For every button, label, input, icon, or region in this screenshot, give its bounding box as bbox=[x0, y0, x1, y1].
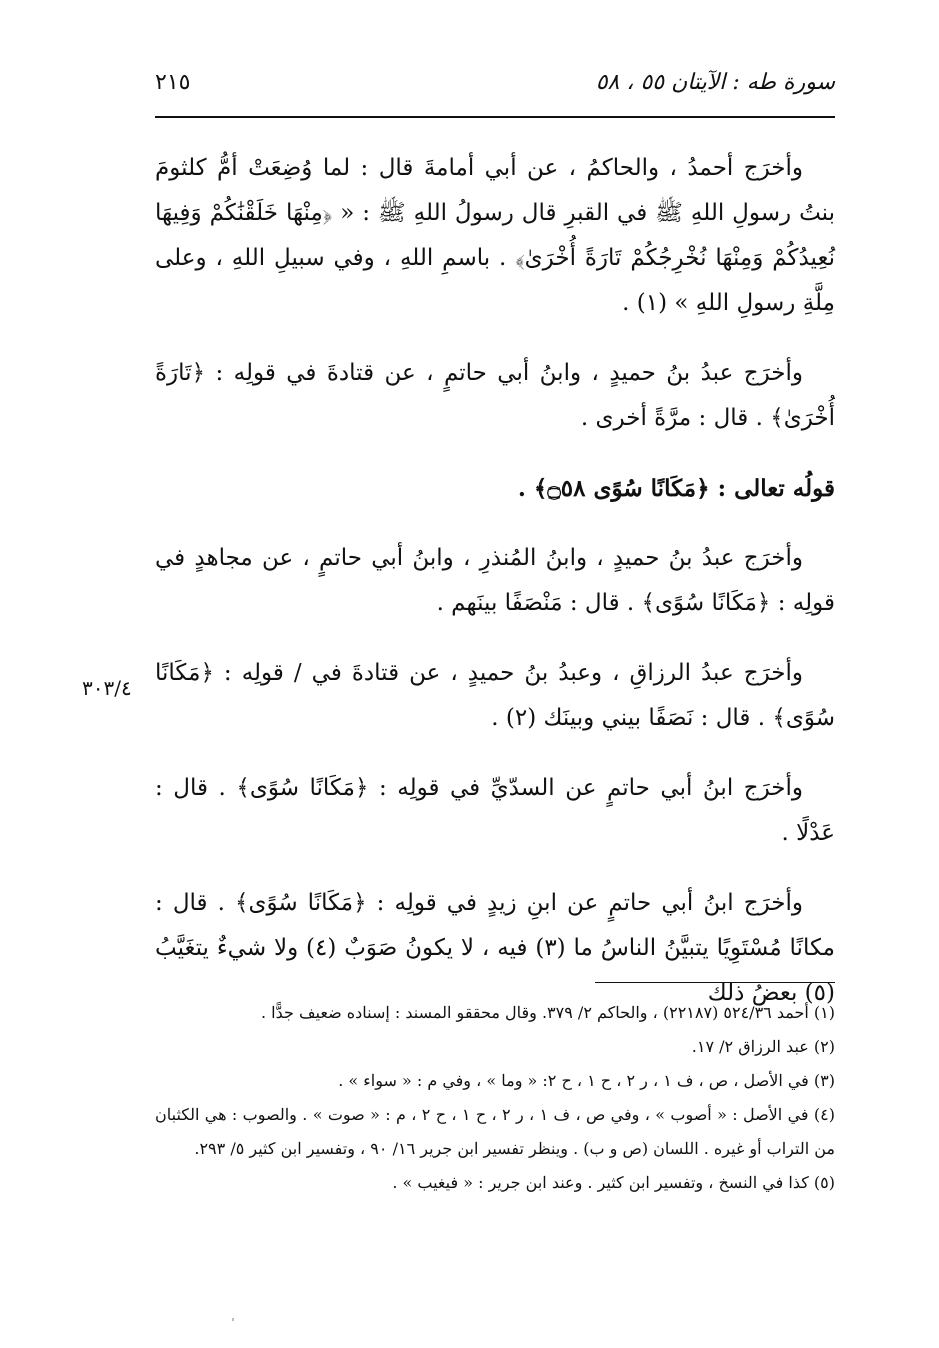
footnote-4: (٤) في الأصل : « أصوب » ، وفي ص ، ف ١ ، ر ٢ ، ح ١ ، ح ٢ ، م : « صوت » . والصوب : هي الكثبان من التراب أو غيره . اللسان (ص و ب) . وينظر تفسير ابن جرير ١٦/ ٩٠ ، وتفسير ابن كثير ٥/ ٢٩٣. bbox=[155, 1105, 836, 1158]
footnote-3: (٣) في الأصل ، ص ، ف ١ ، ر ٢ ، ح ١ ، ح ٢: « وما » ، وفي م : « سواء » . bbox=[338, 1071, 835, 1090]
paragraph-ibn-zayd: وأخرَج ابنُ أبي حاتمٍ عن ابنِ زيدٍ في قولِه : ﴿مَكَانًا سُوًى﴾ . قال : مكانًا مُسْتَوِيًا يتبيَّنُ الناسُ ما (٣) فيه ، لا يكونُ صَوَبٌ (٤) ولا شيءٌ يتغَيَّبُ (٥) بعضُ ذلك bbox=[155, 890, 835, 1006]
paragraph-abdurrazzaq: وأخرَج عبدُ الرزاقِ ، وعبدُ بنُ حميدٍ ، عن قتادةَ في / قولِه : ﴿مَكَانًا سُوًى﴾ . قال : نَصَفًا بيني وبينَك (٢) . bbox=[155, 660, 835, 731]
paragraph-abd-qatada: وأخرَج عبدُ بنُ حميدٍ ، وابنُ أبي حاتمٍ ، عن قتادةَ في قولِه : ﴿تَارَةً أُخْرَىٰ﴾ . قال : مرَّةً أخرى . bbox=[155, 360, 835, 431]
paragraph-suddi: وأخرَج ابنُ أبي حاتمٍ عن السدّيِّ في قولِه : ﴿مَكَانًا سُوًى﴾ . قال : عَدْلًا . bbox=[155, 775, 835, 846]
scan-speck bbox=[232, 1318, 234, 1321]
running-title: سورة طه : الآيتان ٥٥ ، ٥٨ bbox=[595, 70, 835, 95]
margin-reference: ٣٠٣/٤ bbox=[82, 676, 132, 700]
footnote-rule bbox=[595, 982, 835, 983]
running-header bbox=[155, 68, 835, 108]
footnotes bbox=[155, 996, 835, 1200]
page-number: ٢١٥ bbox=[155, 70, 191, 95]
main-text bbox=[155, 146, 835, 1041]
footnote-1: (١) أحمد ٥٢٤/٣٦ (٢٢١٨٧) ، والحاكم ٢/ ٣٧٩. وقال محققو المسند : إسناده ضعيف جدًّا . bbox=[261, 1003, 835, 1022]
footnote-5: (٥) كذا في النسخ ، وتفسير ابن كثير . وعند ابن جرير : « فيغيب » . bbox=[392, 1173, 835, 1192]
paragraph-mujahid: وأخرَج عبدُ بنُ حميدٍ ، وابنُ المُنذرِ ، وابنُ أبي حاتمٍ ، عن مجاهدٍ في قولِه : ﴿مَكَانًا سُوًى﴾ . قال : مَنْصَفًا بينَهم . bbox=[155, 545, 835, 616]
header-rule bbox=[155, 116, 835, 118]
footnote-2: (٢) عبد الرزاق ٢/ ١٧. bbox=[691, 1037, 835, 1056]
verse-heading: قولُه تعالى : ﴿مَكَانًا سُوًى ۝٥٨﴾ . bbox=[517, 475, 835, 502]
paragraph-ahmad-hakim: وأخرَج أحمدُ ، والحاكمُ ، عن أبي أمامةَ قال : لما وُضِعَتْ أمُّ كلثومَ بنتُ رسولِ اللهِ ﷺ في القبرِ قال رسولُ اللهِ ﷺ : « ﴿مِنْهَا خَلَقْنَٰكُمْ وَفِيهَا نُعِيدُكُمْ وَمِنْهَا نُخْرِجُكُمْ تَارَةً أُخْرَىٰ﴾ . باسمِ اللهِ ، وفي سبيلِ اللهِ ، وعلى مِلَّةِ رسولِ اللهِ » (١) . bbox=[155, 155, 835, 316]
